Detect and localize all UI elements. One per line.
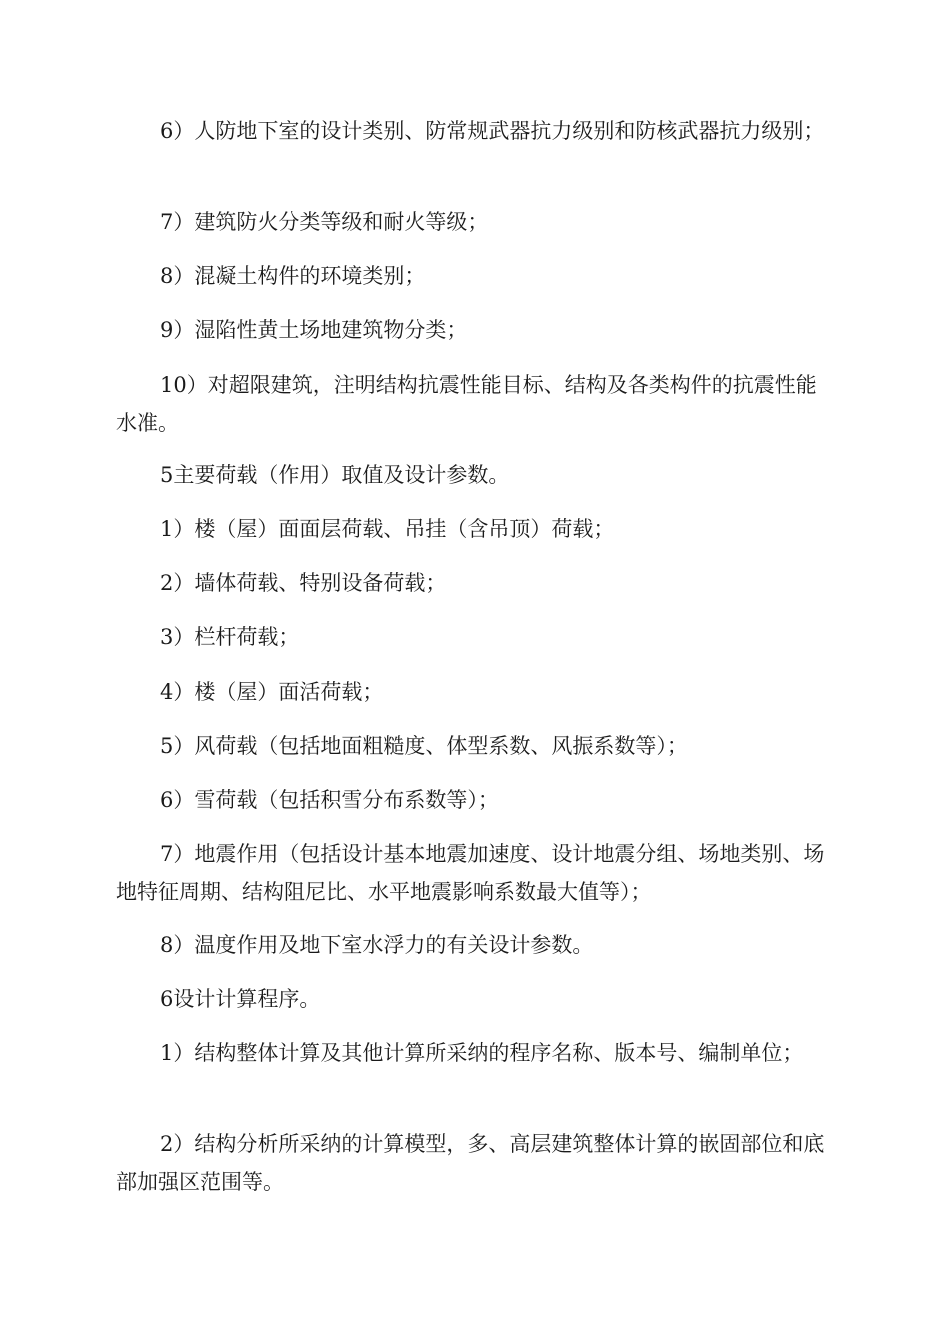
paragraph-load-5-wind: 5）风荷载（包括地面粗糙度、体型系数、风振系数等）； (160, 734, 688, 758)
section-heading-5-loads: 5主要荷载（作用）取值及设计参数。 (160, 463, 510, 487)
paragraph-load-6-snow: 6）雪荷载（包括积雪分布系数等）； (160, 788, 499, 812)
paragraph-item-6-civil-defense: 6）人防地下室的设计类别、防常规武器抗力级别和防核武器抗力级别； (160, 119, 825, 143)
paragraph-item-7-fire-rating: 7）建筑防火分类等级和耐火等级； (160, 210, 489, 234)
section-heading-6-programs: 6设计计算程序。 (160, 987, 321, 1011)
paragraph-load-7-seismic: 7）地震作用（包括设计基本地震加速度、设计地震分组、场地类别、场地特征周期、结构阻尼比、水平地震影响系数最大值等）； (116, 842, 825, 904)
paragraph-load-4-live-load: 4）楼（屋）面活荷载； (160, 680, 384, 704)
paragraph-load-2-wall-equipment: 2）墙体荷载、特别设备荷载； (160, 571, 447, 595)
paragraph-program-1-software: 1）结构整体计算及其他计算所采纳的程序名称、版本号、编制单位； (160, 1041, 804, 1065)
paragraph-load-8-temperature: 8）温度作用及地下室水浮力的有关设计参数。 (160, 933, 594, 957)
paragraph-load-1-floor-finish: 1）楼（屋）面面层荷载、吊挂（含吊顶）荷载； (160, 517, 615, 541)
paragraph-item-10-overlimit: 10）对超限建筑，注明结构抗震性能目标、结构及各类构件的抗震性能水准。 (116, 373, 817, 435)
paragraph-item-9-loess-site: 9）湿陷性黄土场地建筑物分类； (160, 318, 468, 342)
paragraph-program-2-model: 2）结构分析所采纳的计算模型，多、高层建筑整体计算的嵌固部位和底部加强区范围等。 (116, 1132, 825, 1194)
paragraph-load-3-railing: 3）栏杆荷载； (160, 625, 300, 649)
paragraph-item-8-concrete-env: 8）混凝土构件的环境类别； (160, 264, 426, 288)
